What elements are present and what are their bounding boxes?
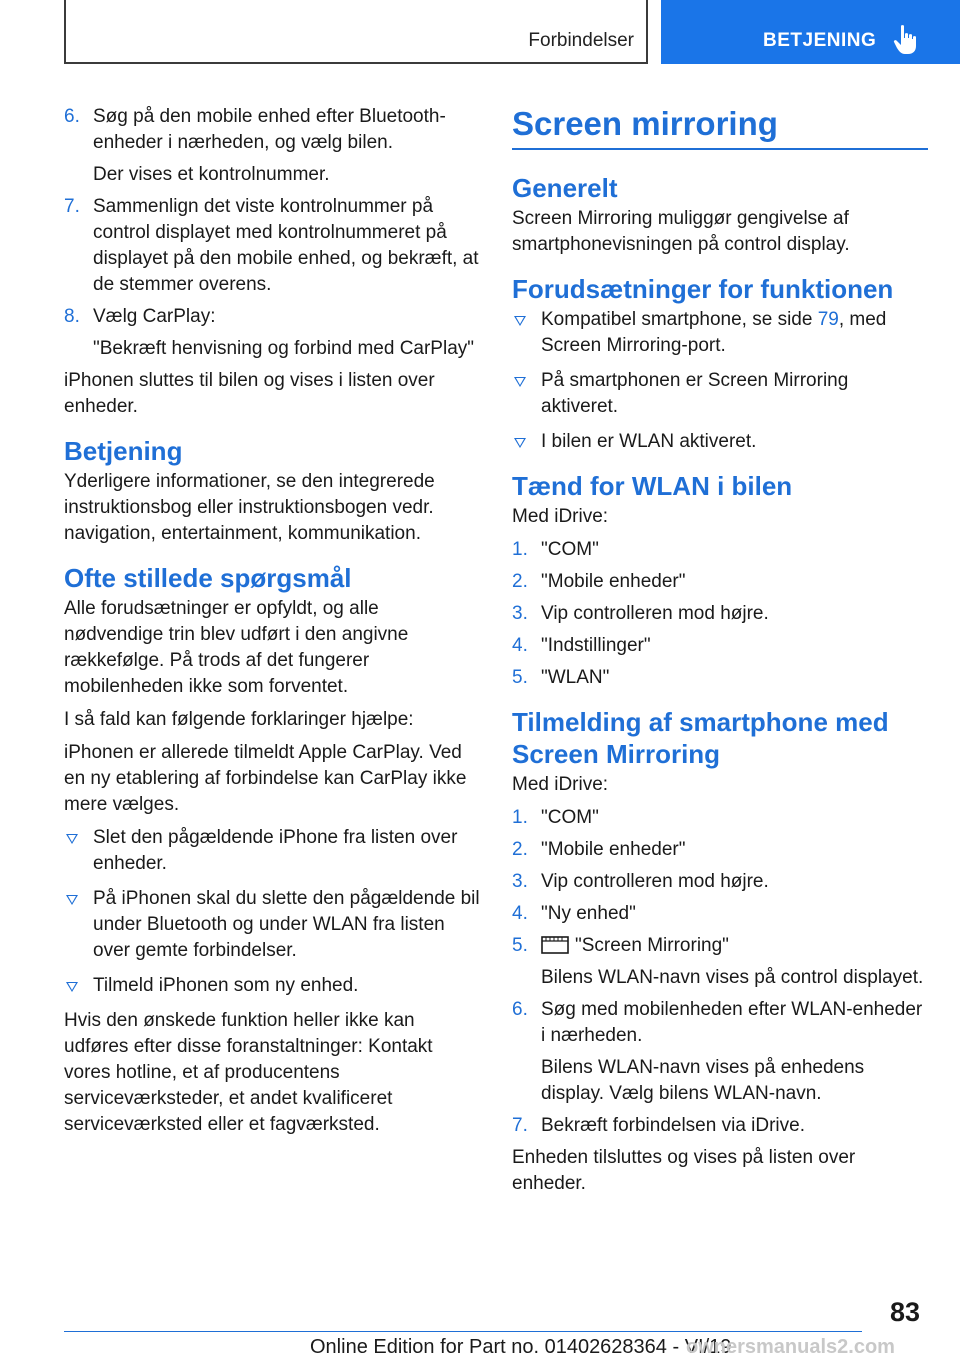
list-item bbox=[512, 537, 928, 563]
list-item bbox=[512, 633, 928, 659]
wlan-steps-list bbox=[512, 537, 928, 691]
list-item bbox=[512, 368, 928, 420]
paragraph: Med iDrive: bbox=[512, 506, 609, 527]
list-item bbox=[512, 933, 928, 991]
list-item bbox=[512, 429, 928, 455]
paragraph: iPhonen sluttes til bilen og vises i listen over enheder. bbox=[64, 370, 435, 417]
paragraph: I så fald kan følgende forklaringer hjælpe: bbox=[64, 709, 414, 730]
header-section-box bbox=[64, 0, 648, 64]
paragraph: iPhonen er allerede tilmeldt Apple CarPlay. Ved en ny etablering af forbindelse kan CarPlay ikke mere vælges. bbox=[64, 742, 467, 815]
step-number: 6. bbox=[64, 106, 80, 127]
paragraph: Hvis den ønskede funktion heller ikke kan udføres efter disse foranstaltninger: Kontakt vores hotline, et af producentens serviceværksteder, et andet kvalificeret serviceværksted eller et fagværksted. bbox=[64, 1010, 433, 1135]
step-text: "Screen Mirroring" bbox=[575, 935, 729, 956]
step-number: 2. bbox=[512, 571, 528, 592]
section-heading-registration: Tilmelding af smartphone med Screen Mirroring bbox=[512, 707, 889, 769]
page-reference-link[interactable]: 79 bbox=[817, 309, 839, 330]
bullet-text: , med Screen Mirroring-port. bbox=[541, 309, 887, 356]
list-item bbox=[512, 307, 928, 359]
step-number: 5. bbox=[512, 935, 528, 956]
list-item bbox=[512, 665, 928, 691]
list-item bbox=[64, 886, 482, 964]
list-item bbox=[64, 194, 482, 298]
step-number: 6. bbox=[512, 999, 528, 1020]
triangle-bullet-icon bbox=[514, 316, 526, 326]
list-item bbox=[512, 601, 928, 627]
header-chapter-label: BETJENING bbox=[763, 30, 877, 51]
list-item bbox=[512, 901, 928, 927]
step-text: "COM" bbox=[541, 539, 599, 560]
section-heading-requirements: Forudsætninger for funktionen bbox=[512, 274, 894, 304]
list-item bbox=[64, 104, 482, 188]
list-item bbox=[64, 304, 482, 362]
step-number: 4. bbox=[512, 903, 528, 924]
page-number: 83 bbox=[890, 1297, 921, 1327]
triangle-bullet-icon bbox=[514, 438, 526, 448]
step-subtext: Der vises et kontrolnummer. bbox=[93, 164, 330, 185]
screen-mirroring-icon bbox=[541, 936, 569, 954]
page-title: Screen mirroring bbox=[512, 105, 778, 142]
step-text: Vip controlleren mod højre. bbox=[541, 603, 769, 624]
step-text: Søg med mobilenheden efter WLAN-enheder i nærheden. bbox=[541, 999, 923, 1046]
list-item bbox=[512, 1113, 928, 1139]
right-column bbox=[512, 104, 928, 1204]
step-number: 7. bbox=[64, 196, 80, 217]
list-item bbox=[512, 569, 928, 595]
step-text: Bekræft forbindelsen via iDrive. bbox=[541, 1115, 805, 1136]
step-number: 8. bbox=[64, 306, 80, 327]
bullet-text: Kompatibel smartphone, se side bbox=[541, 309, 818, 330]
step-number: 1. bbox=[512, 539, 528, 560]
footer-divider bbox=[64, 1331, 862, 1332]
step-text: Sammenlign det viste kontrolnummer på control displayet med kontrolnummeret på displayet på den mobile enhed, og bekræft, at de stemmer overens. bbox=[93, 196, 479, 295]
left-column bbox=[64, 104, 482, 1145]
section-heading-faq: Ofte stillede spørgsmål bbox=[64, 563, 352, 593]
section-heading-wlan: Tænd for WLAN i bilen bbox=[512, 471, 793, 501]
step-text: "Ny enhed" bbox=[541, 903, 636, 924]
step-number: 1. bbox=[512, 807, 528, 828]
header-section-label: Forbindelser bbox=[528, 30, 634, 51]
step-text: "WLAN" bbox=[541, 667, 610, 688]
step-text: Vip controlleren mod højre. bbox=[541, 871, 769, 892]
pointing-hand-icon bbox=[893, 24, 919, 56]
step-text: "Indstillinger" bbox=[541, 635, 651, 656]
list-item bbox=[64, 973, 482, 999]
paragraph: Enheden tilsluttes og vises på listen over enheder. bbox=[512, 1147, 856, 1194]
bullet-text: På smartphonen er Screen Mirroring aktiveret. bbox=[541, 370, 849, 417]
paragraph: Screen Mirroring muliggør gengivelse af smartphonevisningen på control display. bbox=[512, 208, 850, 255]
faq-bullet-list bbox=[64, 825, 482, 999]
footer-edition: Online Edition for Part no. 01402628364 - VI/19 bbox=[310, 1336, 732, 1358]
bullet-text: Slet den pågældende iPhone fra listen over enheder. bbox=[93, 827, 458, 874]
title-divider bbox=[512, 148, 928, 150]
step-subtext: Bilens WLAN-navn vises på control displayet. bbox=[541, 967, 924, 988]
section-heading-generelt: Generelt bbox=[512, 173, 618, 203]
bullet-text: Tilmeld iPhonen som ny enhed. bbox=[93, 975, 359, 996]
bullet-text: På iPhonen skal du slette den pågældende bil under Bluetooth og under WLAN fra listen over gemte forbindelser. bbox=[93, 888, 480, 961]
list-item bbox=[512, 805, 928, 831]
paragraph: Yderligere informationer, se den integrerede instruktionsbog eller instruktionsbogen vedr. navigation, entertainment, kommunikation. bbox=[64, 471, 435, 544]
bullet-text: I bilen er WLAN aktiveret. bbox=[541, 431, 757, 452]
step-text: "Mobile enheder" bbox=[541, 571, 686, 592]
list-item bbox=[512, 837, 928, 863]
step-number: 3. bbox=[512, 871, 528, 892]
list-item bbox=[64, 825, 482, 877]
footer-watermark: ownersmanuals2.com bbox=[686, 1336, 895, 1358]
step-number: 4. bbox=[512, 635, 528, 656]
list-item bbox=[512, 869, 928, 895]
step-subtext: Bilens WLAN-navn vises på enhedens display. Vælg bilens WLAN-navn. bbox=[541, 1057, 865, 1104]
triangle-bullet-icon bbox=[514, 377, 526, 387]
triangle-bullet-icon bbox=[66, 982, 78, 992]
header-chapter-tab[interactable] bbox=[661, 0, 960, 64]
step-text: Søg på den mobile enhed efter Bluetooth-enheder i nærheden, og vælg bilen. bbox=[93, 106, 446, 153]
triangle-bullet-icon bbox=[66, 834, 78, 844]
requirements-bullet-list bbox=[512, 307, 928, 455]
section-heading-betjening: Betjening bbox=[64, 436, 183, 466]
step-text: "Mobile enheder" bbox=[541, 839, 686, 860]
step-number: 3. bbox=[512, 603, 528, 624]
step-number: 5. bbox=[512, 667, 528, 688]
step-text: "COM" bbox=[541, 807, 599, 828]
step-text: Vælg CarPlay: bbox=[93, 306, 216, 327]
step-number: 2. bbox=[512, 839, 528, 860]
registration-steps-list bbox=[512, 805, 928, 1139]
step-subtext: "Bekræft henvisning og forbind med CarPlay" bbox=[93, 338, 475, 359]
paragraph: Med iDrive: bbox=[512, 774, 609, 795]
pairing-steps-list bbox=[64, 104, 482, 362]
step-number: 7. bbox=[512, 1115, 528, 1136]
paragraph: Alle forudsætninger er opfyldt, og alle nødvendige trin blev udført i den angivne rækkefølge. På trods af det fungerer mobilenheden ikke som forventet. bbox=[64, 598, 409, 697]
triangle-bullet-icon bbox=[66, 895, 78, 905]
list-item bbox=[512, 997, 928, 1107]
